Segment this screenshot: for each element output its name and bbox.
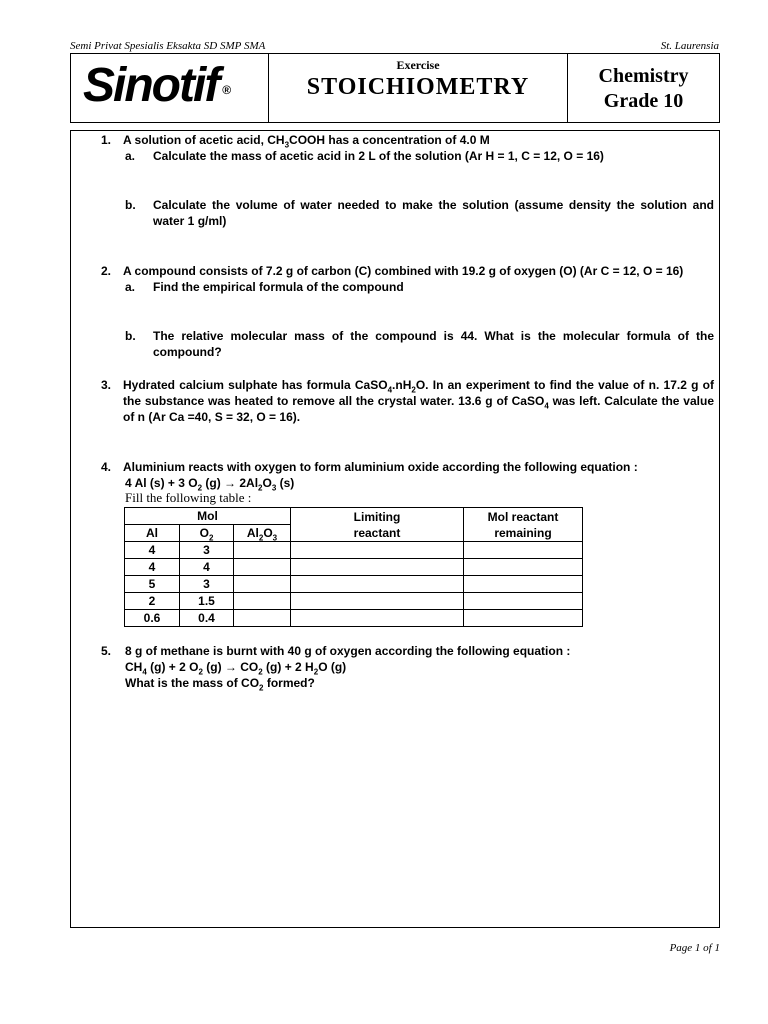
question-2-text: A compound consists of 7.2 g of carbon (C) combined with 19.2 g of oxygen (O) (Ar C = 12, O = 16)	[123, 264, 684, 278]
question-3-text: Hydrated calcium sulphate has formula $CaSO_4.nH_2O$. In an experiment to find the value of n. 17.2 g of the substance was heated to remove all the crystal water. 13.6 g of CaSO$_4$ was left. Calculate the value of n (Ar Ca =40, S = 32, O = 16).	[123, 378, 714, 424]
page-title: STOICHIOMETRY	[306, 74, 530, 100]
al-cell: 2	[125, 593, 180, 610]
question-2a-text: Find the empirical formula of the compound	[153, 280, 404, 294]
table-row	[125, 593, 583, 610]
question-3-number: 3.	[101, 378, 112, 392]
page-number: Page 1 of 1	[669, 942, 720, 954]
question-4-equation: 4 Al (s) + 3 $O_2$ $(g) \to 2Al_2O_3$ (s)	[125, 476, 295, 493]
al2o3-answer-cell[interactable]	[234, 542, 291, 559]
remaining-answer-cell[interactable]	[464, 593, 583, 610]
limiting-reactant-header: Limiting reactant	[291, 508, 464, 542]
o2-cell: 3	[180, 576, 234, 593]
question-1-number: 1.	[101, 133, 112, 147]
subject-label: Chemistry	[598, 65, 689, 87]
question-2a-label: a.	[125, 280, 136, 294]
grade-label: Grade 10	[603, 90, 684, 112]
al2o3-header: $Al_2O_3$	[234, 525, 291, 542]
limiting-answer-cell[interactable]	[291, 593, 464, 610]
exercise-label: Exercise	[396, 58, 440, 72]
worksheet-header	[70, 53, 720, 123]
question-1b-label: b.	[125, 198, 136, 212]
table-row	[125, 610, 583, 627]
question-1b-text: Calculate the volume of water needed to make the solution (assume density the solution and water 1 g/ml)	[153, 198, 714, 228]
mol-table	[124, 507, 583, 627]
al-cell: 4	[125, 559, 180, 576]
question-5-text: 8 g of methane is burnt with 40 g of oxygen according the following equation :	[125, 644, 571, 658]
al-cell: 5	[125, 576, 180, 593]
remaining-answer-cell[interactable]	[464, 610, 583, 627]
school-name: St. Laurensia	[660, 40, 719, 52]
logo-text: Sinotif	[83, 59, 219, 112]
subject-grade-box	[568, 54, 719, 122]
question-4-text: Aluminium reacts with oxygen to form aluminium oxide according the following equation :	[123, 460, 638, 474]
al-header: Al	[125, 525, 180, 542]
question-1a-text: Calculate the mass of acetic acid in 2 L of the solution (Ar H = 1, C = 12, O = 16)	[153, 149, 604, 163]
question-1a-label: a.	[125, 149, 136, 163]
remaining-answer-cell[interactable]	[464, 576, 583, 593]
limiting-answer-cell[interactable]	[291, 576, 464, 593]
remaining-answer-cell[interactable]	[464, 559, 583, 576]
mol-remaining-header: Mol reactant remaining	[464, 508, 583, 542]
al2o3-answer-cell[interactable]	[234, 610, 291, 627]
remaining-answer-cell[interactable]	[464, 542, 583, 559]
limiting-answer-cell[interactable]	[291, 559, 464, 576]
question-4-number: 4.	[101, 460, 112, 474]
question-2-number: 2.	[101, 264, 112, 278]
al-cell: 0.6	[125, 610, 180, 627]
al2o3-answer-cell[interactable]	[234, 559, 291, 576]
question-2b-text: The relative molecular mass of the compound is 44. What is the molecular formula of the compound?	[153, 329, 714, 359]
question-5-number: 5.	[101, 644, 112, 658]
limiting-answer-cell[interactable]	[291, 610, 464, 627]
worksheet-content	[70, 130, 720, 928]
question-2b-label: b.	[125, 329, 136, 343]
al-cell: 4	[125, 542, 180, 559]
title-box	[269, 54, 568, 122]
question-5-equation: $CH_4$ (g) + 2 $O_2$ $(g) \to CO_2$ (g) + 2 $H_2O$ (g)	[125, 660, 347, 677]
o2-cell: 3	[180, 542, 234, 559]
logo-box	[71, 54, 269, 122]
table-row	[125, 542, 583, 559]
table-instruction: Fill the following table :	[125, 490, 252, 505]
question-1-text: A solution of acetic acid, $CH_3COOH$ has a concentration of 4.0 M	[123, 133, 490, 150]
table-row	[125, 559, 583, 576]
registered-mark: ®	[222, 83, 232, 97]
question-5-prompt: What is the mass of $CO_2$ formed?	[125, 676, 315, 693]
institution-name: Semi Privat Spesialis Eksakta SD SMP SMA	[70, 40, 266, 52]
o2-cell: 1.5	[180, 593, 234, 610]
o2-header: $O_2$	[180, 525, 234, 542]
al2o3-answer-cell[interactable]	[234, 576, 291, 593]
o2-cell: 0.4	[180, 610, 234, 627]
limiting-answer-cell[interactable]	[291, 542, 464, 559]
al2o3-answer-cell[interactable]	[234, 593, 291, 610]
mol-header: Mol	[125, 508, 291, 525]
o2-cell: 4	[180, 559, 234, 576]
sinotif-logo	[83, 58, 232, 114]
table-row	[125, 576, 583, 593]
